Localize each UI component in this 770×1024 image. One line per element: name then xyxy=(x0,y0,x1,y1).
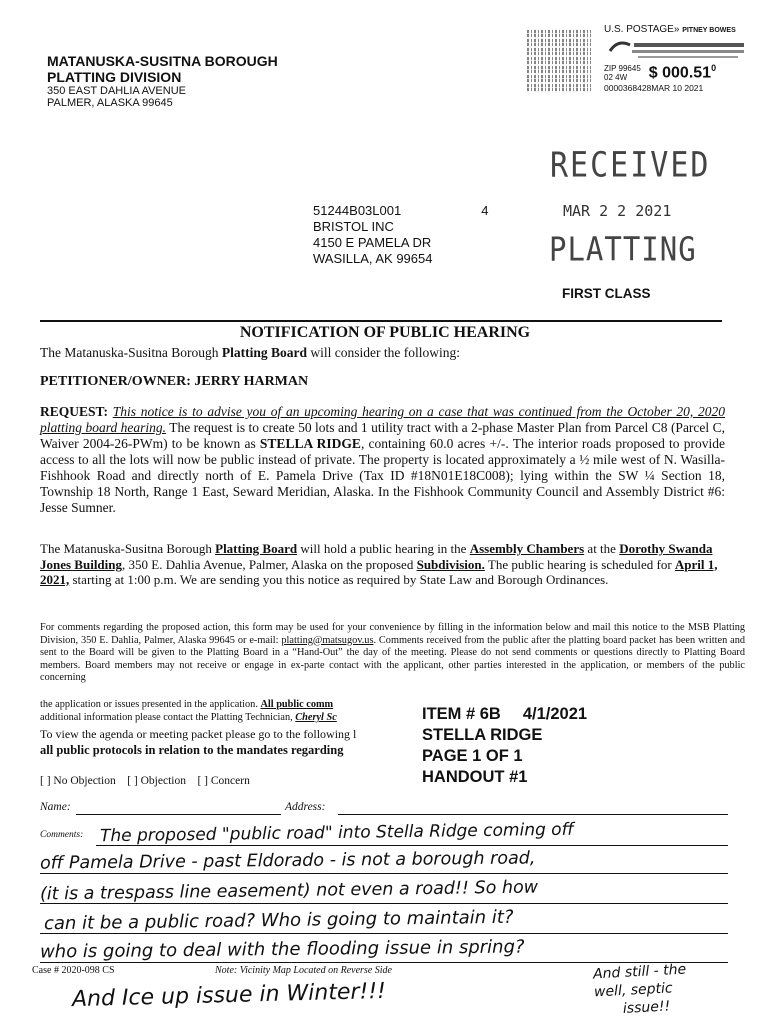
item-handout: HANDOUT #1 xyxy=(422,768,528,786)
received-stamp-platting: PLATTING xyxy=(549,229,697,269)
pitney-arrow-icon: » xyxy=(673,24,680,35)
handout-label xyxy=(413,700,622,794)
concern-checkbox[interactable]: [ ] Concern xyxy=(197,775,250,787)
hearing-paragraph: The Matanuska-Susitna Borough Platting Board will hold a public hearing in the Assembly Chambers at the Dorothy Swanda Jones Building, 350 E. Dahlia Avenue, Palmer, Alaska on the proposed Subdivision. The public hearing is scheduled for April 1, 2021, starting at 1:00 p.m. We are sending you this notice as required by State Law and Borough Ordinances. xyxy=(40,541,718,587)
hearing-subdivision: Subdivision. xyxy=(416,556,485,572)
request-italic: This notice is to advise you of an upcoming hearing on a case that was continued from the October 20, 2020 platting board hearing. xyxy=(40,404,726,435)
postage-indicia xyxy=(604,24,754,93)
objection-checkbox[interactable]: [ ] Objection xyxy=(127,775,186,787)
name-field[interactable] xyxy=(76,814,281,815)
postage-code: 02 4W xyxy=(604,73,628,83)
handwritten-side-note: And still - the well, septic issue!! xyxy=(592,961,687,1017)
protocols-line: all public protocols in relation to the mandates regarding xyxy=(40,743,344,757)
intro-board: Platting Board xyxy=(221,345,307,360)
postage-header: U.S. POSTAGE xyxy=(604,24,674,35)
handwritten-comment-line: And Ice up issue in Winter!!! xyxy=(71,978,387,1013)
comment-line-3 xyxy=(40,903,728,904)
sender-name: MATANUSKA-SUSITNA BOROUGH xyxy=(47,53,278,69)
sender-division: PLATTING DIVISION xyxy=(47,69,182,85)
comment-line-1 xyxy=(96,845,728,846)
sender-street: 350 EAST DAHLIA AVENUE xyxy=(47,85,186,97)
handwritten-comment-line: who is going to deal with the flooding issue in spring? xyxy=(39,936,525,963)
recipient-id: 51244B03L001 xyxy=(313,203,402,218)
comment-line-2 xyxy=(40,873,728,874)
case-number: Case # 2020-098 CS xyxy=(32,965,115,976)
notice-intro: The Matanuska-Susitna Borough Platting Board will consider the following: xyxy=(40,345,460,360)
address-field[interactable] xyxy=(338,814,728,815)
request-paragraph: REQUEST: This notice is to advise you of an upcoming hearing on a case that was continued from the October 20, 2020 platting board hearing. The request is to create 50 lots and 1 utility tract with a 2-phase Master Plan from Parcel C8 (Parcel C, Waiver 2004-26-PWm) to be known as STELLA RIDGE, containing 60.0 acres +/-. The interior roads proposed to provide access to all the lots will now be public instead of private. The property is located approximately a ½ mile west of N. Wasilla-Fishhook Road and directly north of E. Pamela Drive (Tax ID #18N01E18C008); lying within the SW ¼ Section 18, Township 18 North, Range 1 East, Seward Meridian, Alaska. In the Fishhook Community Council and Assembly District #6: Jesse Sumner. xyxy=(40,404,726,515)
comments-paragraph: For comments regarding the proposed action, this form may be used for your convenience by filling in the information below and mail this notice to the MSB Platting Division, 350 E. Dahlia, Palmer, Alaska 99645 or e-mail: platting@matsugov.us. Comments received from the public after the platting board packet has been written and sent to the Board will be given to the Platting Board in a “Hand-Out” the day of the meeting. Please do not send comments or questions directly to Platting Board members. Board members may not receive or engage in ex-parte contact with the applicant, other parties interested in the application, or members of the public concerning xyxy=(40,622,745,684)
comments-line-3: additional information please contact the Platting Technician, Cheryl Sc xyxy=(40,712,337,723)
handwritten-comment-line: (it is a trespass line easement) not even a road!! So how xyxy=(39,877,539,905)
handwritten-comment-line: can it be a public road? Who is going to maintain it? xyxy=(43,906,514,935)
sender-city: PALMER, ALASKA 99645 xyxy=(47,97,173,109)
handwritten-comment-line: The proposed "public road" into Stella Ridge coming off xyxy=(99,819,575,847)
request-label: REQUEST: xyxy=(40,404,109,419)
recipient-street: 4150 E PAMELA DR xyxy=(313,235,432,250)
postage-brand: PITNEY BOWES xyxy=(682,27,736,34)
recipient-city: WASILLA, AK 99654 xyxy=(313,251,433,266)
item-project: STELLA RIDGE xyxy=(422,726,543,744)
postage-amount: $ 000.51 xyxy=(648,64,712,82)
notice-title: NOTIFICATION OF PUBLIC HEARING xyxy=(239,324,531,341)
name-label: Name: xyxy=(40,801,71,813)
received-stamp-title: RECEIVED xyxy=(550,145,711,186)
postage-amount-sup: 0 xyxy=(711,63,717,73)
postage-qr-code xyxy=(527,29,591,93)
hearing-building: Dorothy Swanda Jones Building xyxy=(40,541,713,572)
address-label: Address: xyxy=(285,801,326,813)
recipient-name: BRISTOL INC xyxy=(313,219,394,234)
item-page: PAGE 1 OF 1 xyxy=(422,747,523,765)
item-date: 4/1/2021 xyxy=(522,705,588,723)
sender-address xyxy=(47,53,278,109)
header-divider xyxy=(40,320,722,322)
mail-class: FIRST CLASS xyxy=(562,286,651,301)
hearing-board: Platting Board xyxy=(215,541,298,556)
comments-email-link[interactable]: platting@matsugov.us xyxy=(281,634,374,646)
pitney-bowes-logo-icon xyxy=(604,37,749,61)
comment-line-4 xyxy=(40,933,728,934)
handwritten-comment-line: off Pamela Drive - past Eldorado - is not a borough road, xyxy=(39,848,536,874)
request-project: STELLA RIDGE xyxy=(259,436,361,451)
no-objection-checkbox[interactable]: [ ] No Objection xyxy=(40,775,116,787)
technician-name: Cheryl Sc xyxy=(295,712,337,723)
received-stamp-date: MAR 2 2 2021 xyxy=(563,202,672,220)
petitioner: PETITIONER/OWNER: JERRY HARMAN xyxy=(40,374,309,389)
hearing-date: April 1, 2021, xyxy=(40,556,718,587)
postage-meter: 0000368428MAR 10 2021 xyxy=(604,83,704,94)
recipient-count: 4 xyxy=(481,203,489,218)
postage-zip: ZIP 99645 xyxy=(604,64,641,74)
comments-label: Comments: xyxy=(40,830,84,840)
hearing-chambers: Assembly Chambers xyxy=(469,541,585,556)
recipient-address xyxy=(313,203,488,267)
comments-line-2: the application or issues presented in the application. All public comm xyxy=(40,699,334,710)
agenda-line: To view the agenda or meeting packet please go to the following l xyxy=(40,727,357,741)
response-options xyxy=(40,775,250,787)
item-number: ITEM # 6B xyxy=(422,705,501,723)
vicinity-note: Note: Vicinity Map Located on Reverse Side xyxy=(215,965,392,976)
